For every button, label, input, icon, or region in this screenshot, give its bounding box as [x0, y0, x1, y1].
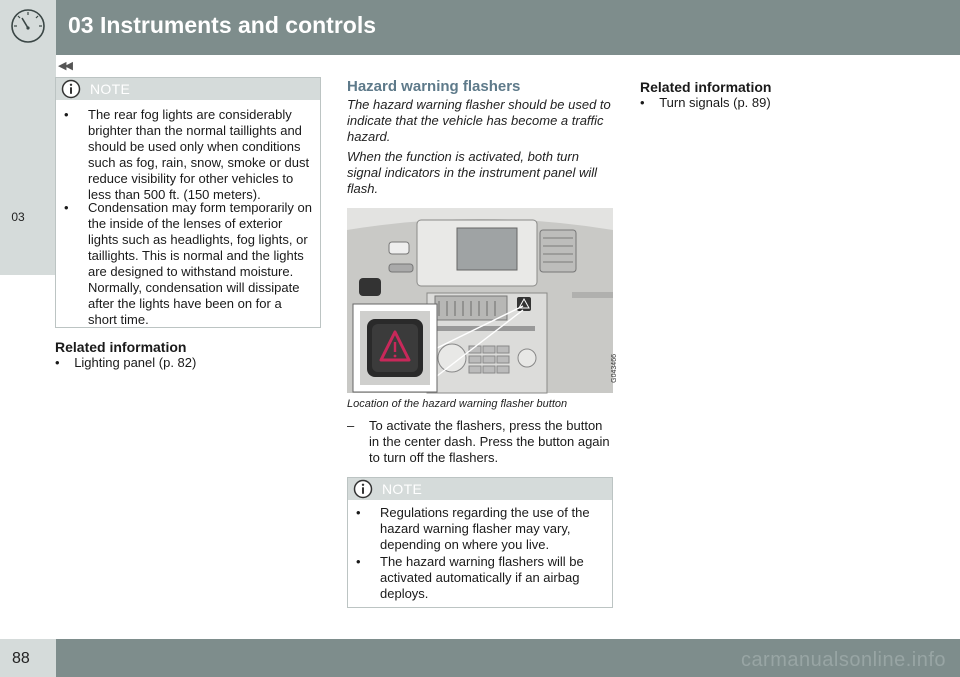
- figure-code: G043466: [611, 354, 618, 383]
- watermark: carmanualsonline.info: [740, 649, 946, 671]
- related-info-heading: Related information: [55, 339, 187, 355]
- note-item-text: The rear fog lights are considerably brighter than the normal taillights and should be used only when conditions such as fog, rain, snow, smoke or dust reduce visibility for other vehicles to less than 500 ft. (150 meters).: [88, 107, 310, 202]
- info-icon: [61, 79, 81, 99]
- info-icon: [353, 479, 373, 499]
- note-item: [356, 505, 605, 553]
- header-icon-box: [0, 0, 56, 55]
- step-text: To activate the flashers, press the button in the center dash. Press the button again to turn off the flashers.: [369, 418, 610, 465]
- chapter-tab[interactable]: [0, 55, 56, 275]
- note-item: [64, 200, 313, 328]
- note-label: NOTE: [90, 81, 131, 97]
- note-item: [356, 554, 605, 602]
- bullet: •: [356, 505, 361, 520]
- intro-paragraph: The hazard warning flasher should be used to indicate that the vehicle has become a traffic hazard.: [347, 97, 611, 144]
- bullet: •: [640, 95, 645, 110]
- page-number-box: [0, 639, 56, 677]
- figure-caption: Location of the hazard warning flasher button: [347, 398, 568, 410]
- chapter-tab-label: 03: [11, 210, 25, 224]
- related-info-heading: Related information: [640, 79, 772, 95]
- intro-paragraph: When the function is activated, both turn signal indicators in the instrument panel will flash.: [347, 149, 598, 196]
- instruction-step: [347, 418, 613, 466]
- note-header: [348, 478, 612, 500]
- gauge-icon: [9, 6, 47, 46]
- related-info-item[interactable]: [640, 95, 771, 111]
- related-info-item[interactable]: [55, 355, 196, 371]
- note-header: [56, 78, 320, 100]
- step-dash: –: [347, 418, 355, 433]
- page-title: 03 Instruments and controls: [68, 12, 377, 38]
- note-item-text: Condensation may form temporarily on the inside of the lenses of exterior lights such as headlights, fog lights, or taillights. This is normal and the lights are designed to withstand moisture. Normally, condensation will dissipate after the lights have been on for a short time.: [88, 200, 312, 327]
- section-title: Hazard warning flashers: [347, 78, 521, 95]
- note-box-fog-lights: [55, 77, 321, 328]
- note-label: NOTE: [382, 481, 423, 497]
- back-arrow-icon[interactable]: ◀◀: [58, 60, 71, 72]
- header-bar: [0, 0, 960, 55]
- related-info-link[interactable]: Lighting panel (p. 82): [74, 355, 197, 370]
- hazard-button-figure: [347, 208, 618, 393]
- note-item-text: Regulations regarding the use of the hazard warning flasher may vary, depending on where you live.: [380, 505, 590, 552]
- bullet: •: [356, 554, 361, 569]
- bullet: •: [55, 355, 60, 370]
- note-box-hazard: [347, 477, 613, 608]
- page-number: 88: [12, 650, 30, 667]
- note-item: [64, 107, 313, 203]
- bullet: •: [64, 107, 69, 122]
- note-item-text: The hazard warning flashers will be activated automatically if an airbag deploys.: [380, 554, 584, 601]
- bullet: •: [64, 200, 69, 215]
- footer-bar: [0, 639, 960, 677]
- related-info-link[interactable]: Turn signals (p. 89): [659, 95, 771, 110]
- dashboard-illustration: [347, 208, 613, 393]
